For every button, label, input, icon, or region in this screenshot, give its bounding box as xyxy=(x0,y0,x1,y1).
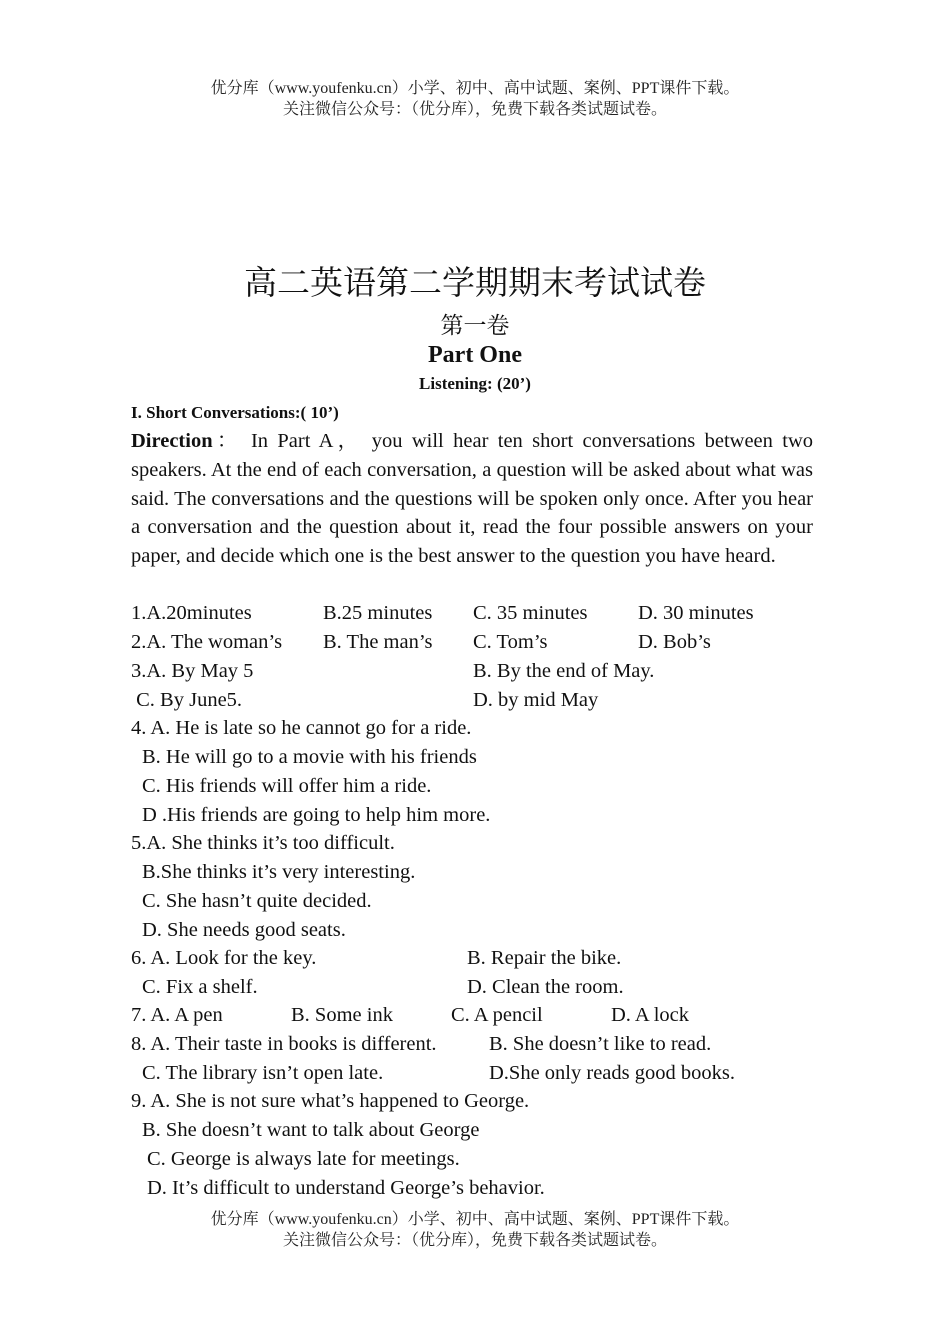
question-8-row-2 xyxy=(0,1059,950,1088)
option-d: D. It’s difficult to understand George’s behavior. xyxy=(147,1177,545,1199)
option-b: B. By the end of May. xyxy=(473,660,655,682)
header-line-1: 优分库（www.youfenku.cn）小学、初中、高中试题、案例、PPT课件下载。 xyxy=(210,80,740,97)
section-heading: I. Short Conversations:( 10’) xyxy=(131,403,339,422)
option-b: B. The man’s xyxy=(323,631,433,653)
question-9-row-b xyxy=(0,1116,950,1145)
option-b: B. Some ink xyxy=(291,1004,393,1026)
option-c: C. She hasn’t quite decided. xyxy=(142,890,372,912)
option-d: D. A lock xyxy=(611,1004,690,1026)
part-heading: Part One xyxy=(428,342,522,368)
option-c: C. The library isn’t open late. xyxy=(142,1062,384,1084)
question-6-row-2 xyxy=(0,973,950,1002)
option-a: 3.A. By May 5 xyxy=(131,660,254,682)
option-b: B. Repair the bike. xyxy=(467,947,622,969)
question-4-row-c xyxy=(0,772,950,801)
option-a: 1.A.20minutes xyxy=(131,602,252,624)
volume-label: 第一卷 xyxy=(440,313,510,338)
question-5-row-b xyxy=(0,858,950,887)
option-a: 7. A. A pen xyxy=(131,1004,223,1026)
header-line-2: 关注微信公众号：（优分库），免费下载各类试题试卷。 xyxy=(282,101,667,118)
option-c: C. Tom’s xyxy=(473,631,548,653)
option-c: C. George is always late for meetings. xyxy=(147,1148,460,1170)
direction-text: In Part A， you will hear ten short conversations between two speakers. At the end of each conversation, a question will be asked about what was said. The conversations and the questions will be spoken only once. After you hear a conversation and the question about it, read the four possible answers on your paper, and decide which one is the best answer to the question you have heard. xyxy=(131,430,813,568)
question-5-row-a xyxy=(0,829,950,858)
option-d: D .His friends are going to help him more. xyxy=(142,804,491,826)
option-a: 2.A. The woman’s xyxy=(131,631,283,653)
option-d: D. She needs good seats. xyxy=(142,919,346,941)
question-7 xyxy=(0,1001,950,1030)
question-4-row-d xyxy=(0,801,950,830)
direction-separator: ： xyxy=(212,430,242,452)
page-footer xyxy=(0,1209,950,1251)
option-a: 5.A. She thinks it’s too difficult. xyxy=(131,832,395,854)
option-c: C. Fix a shelf. xyxy=(142,976,258,998)
footer-line-2: 关注微信公众号：（优分库），免费下载各类试题试卷。 xyxy=(282,1232,667,1249)
footer-line-1: 优分库（www.youfenku.cn）小学、初中、高中试题、案例、PPT课件下载。 xyxy=(210,1211,740,1228)
option-b: B. He will go to a movie with his friends xyxy=(142,746,477,768)
option-b: B. She doesn’t like to read. xyxy=(489,1033,712,1055)
question-6-row-1 xyxy=(0,944,950,973)
question-9-row-a xyxy=(0,1087,950,1116)
option-a: 8. A. Their taste in books is different. xyxy=(131,1033,437,1055)
option-b: B. She doesn’t want to talk about George xyxy=(142,1119,480,1141)
question-4-row-b xyxy=(0,743,950,772)
direction-label: Direction xyxy=(131,430,213,452)
exam-title: 高二英语第二学期期末考试试卷 xyxy=(244,266,706,302)
option-c: C. By June5. xyxy=(131,689,243,711)
option-a: 6. A. Look for the key. xyxy=(131,947,317,969)
listening-heading: Listening: (20’) xyxy=(419,374,531,393)
option-b: B.She thinks it’s very interesting. xyxy=(142,861,416,883)
option-c: C. 35 minutes xyxy=(473,602,588,624)
question-3-row-2 xyxy=(0,686,950,715)
option-d: D. Bob’s xyxy=(638,631,711,653)
page-header xyxy=(0,78,950,120)
question-8-row-1 xyxy=(0,1030,950,1059)
direction-paragraph xyxy=(131,427,813,571)
option-c: C. His friends will offer him a ride. xyxy=(142,775,432,797)
option-d: D. 30 minutes xyxy=(638,602,754,624)
question-9-row-c xyxy=(0,1145,950,1174)
option-d: D.She only reads good books. xyxy=(489,1062,735,1084)
question-5-row-c xyxy=(0,887,950,916)
question-2 xyxy=(0,628,950,657)
question-3-row-1 xyxy=(0,657,950,686)
question-9-row-d xyxy=(0,1174,950,1203)
question-4-row-a xyxy=(0,714,950,743)
option-d: D. Clean the room. xyxy=(467,976,624,998)
option-d: D. by mid May xyxy=(473,689,599,711)
option-a: 4. A. He is late so he cannot go for a ride. xyxy=(131,717,472,739)
option-b: B.25 minutes xyxy=(323,602,433,624)
question-1 xyxy=(0,599,950,628)
option-a: 9. A. She is not sure what’s happened to George. xyxy=(131,1090,530,1112)
option-c: C. A pencil xyxy=(451,1004,543,1026)
question-5-row-d xyxy=(0,916,950,945)
